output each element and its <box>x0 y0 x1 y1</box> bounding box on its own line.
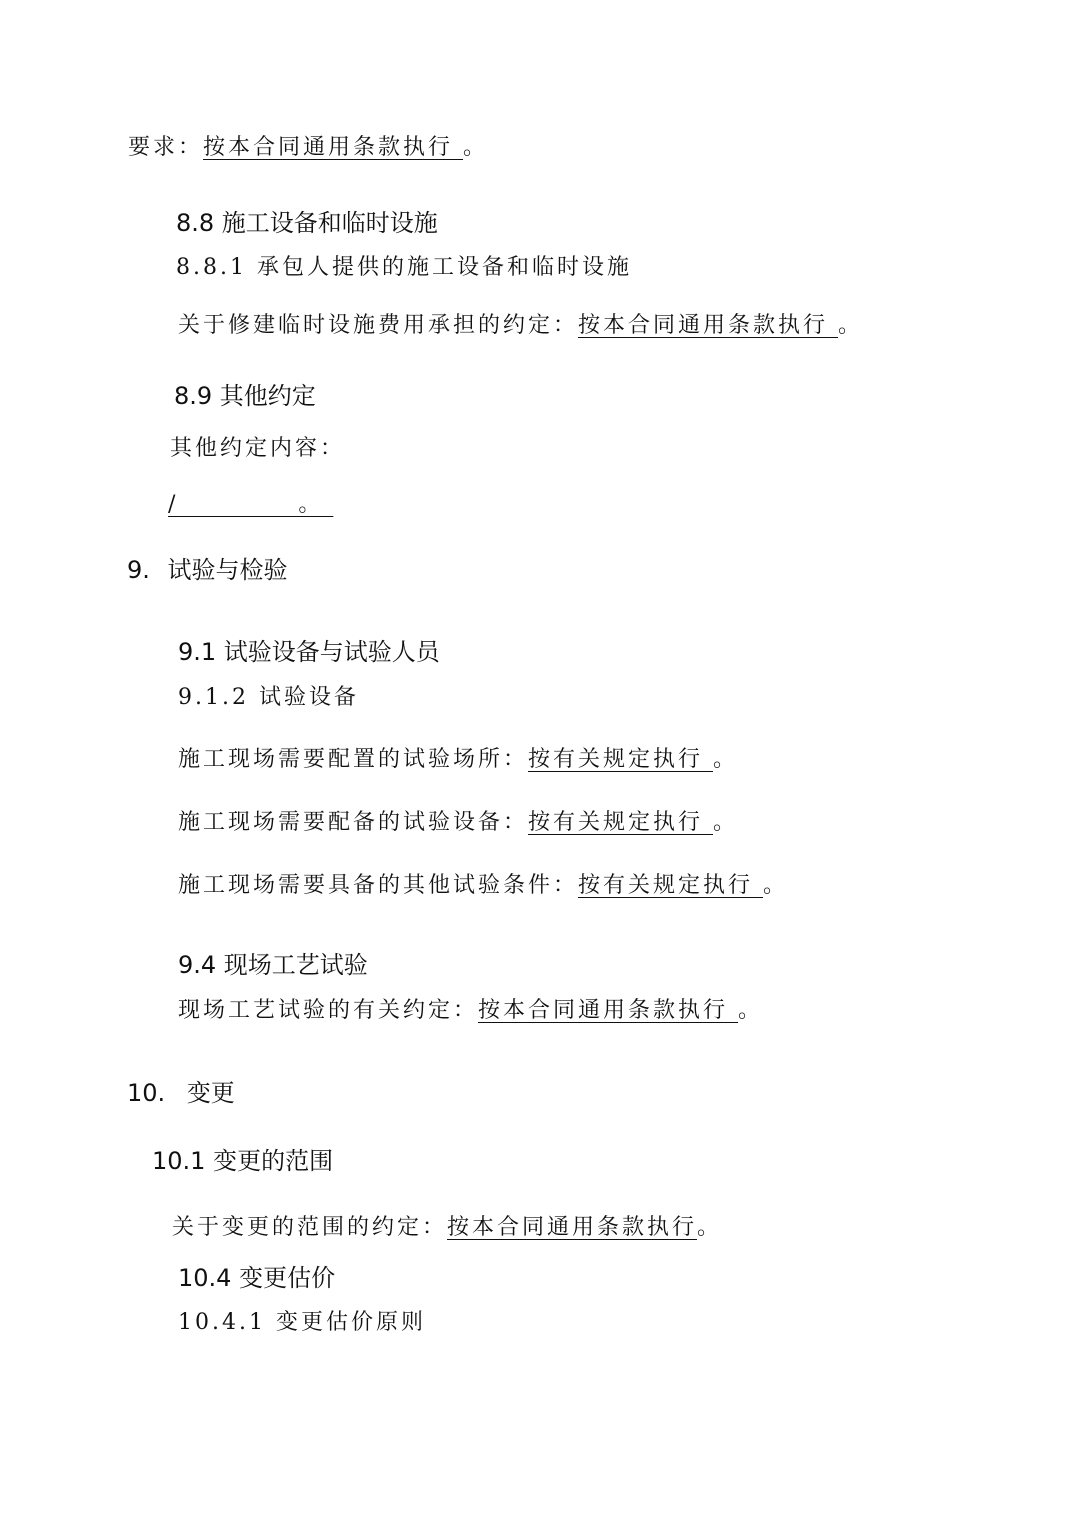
temp-facility-cost-line <box>178 308 863 339</box>
section-10-1-heading: 10.1 变更的范围 <box>152 1147 334 1175</box>
change-scope-line <box>172 1210 722 1241</box>
test-site-line <box>178 742 738 773</box>
section-8-9-heading: 8.9 其他约定 <box>174 382 316 410</box>
change-scope-label: 关于变更的范围的约定： <box>172 1215 448 1240</box>
requirement-value: 按本合同通用条款执行 <box>203 135 464 160</box>
change-scope-end: 。 <box>697 1215 723 1240</box>
test-other-conditions-label: 施工现场需要具备的其他试验条件： <box>178 873 579 898</box>
test-other-conditions-line <box>178 868 788 899</box>
section-10-number: 10. <box>127 1079 166 1107</box>
test-equipment-value: 按有关规定执行 <box>528 810 714 835</box>
section-10-4-heading: 10.4 变更估价 <box>178 1264 336 1292</box>
section-9-1-2-heading: 9.1.2 试验设备 <box>178 685 359 710</box>
section-9-heading <box>127 550 288 585</box>
change-scope-value: 按本合同通用条款执行 <box>447 1215 698 1240</box>
test-site-value: 按有关规定执行 <box>528 747 714 772</box>
test-equipment-label: 施工现场需要配备的试验设备： <box>178 810 529 835</box>
section-10-4-1-heading: 10.4.1 变更估价原则 <box>178 1310 426 1335</box>
test-equipment-line <box>178 805 738 836</box>
requirement-end: 。 <box>463 135 489 160</box>
process-test-value: 按本合同通用条款执行 <box>478 998 739 1023</box>
other-agreement-value-line <box>168 487 333 518</box>
section-10-title: 变更 <box>186 1079 235 1107</box>
section-8-8-heading: 8.8 施工设备和临时设施 <box>176 209 438 237</box>
section-9-title: 试验与检验 <box>167 556 288 584</box>
test-site-end: 。 <box>713 747 739 772</box>
test-site-label: 施工现场需要配置的试验场所： <box>178 747 529 772</box>
requirement-label: 要求： <box>128 135 204 160</box>
process-test-end: 。 <box>738 998 764 1023</box>
requirement-line <box>128 130 488 161</box>
process-test-label: 现场工艺试验的有关约定： <box>178 998 479 1023</box>
test-equipment-end: 。 <box>713 810 739 835</box>
temp-facility-cost-value: 按本合同通用条款执行 <box>578 313 839 338</box>
temp-facility-cost-end: 。 <box>838 313 864 338</box>
section-8-8-1-heading: 8.8.1 承包人提供的施工设备和临时设施 <box>176 255 632 280</box>
other-agreement-value: / 。 <box>168 492 334 517</box>
section-9-1-heading: 9.1 试验设备与试验人员 <box>178 638 440 666</box>
other-agreement-label: 其他约定内容： <box>170 436 346 461</box>
process-test-line <box>178 993 763 1024</box>
section-10-heading <box>127 1073 235 1108</box>
test-other-conditions-end: 。 <box>763 873 789 898</box>
section-9-4-heading: 9.4 现场工艺试验 <box>178 951 368 979</box>
section-9-number: 9. <box>127 556 150 584</box>
test-other-conditions-value: 按有关规定执行 <box>578 873 764 898</box>
temp-facility-cost-label: 关于修建临时设施费用承担的约定： <box>178 313 579 338</box>
